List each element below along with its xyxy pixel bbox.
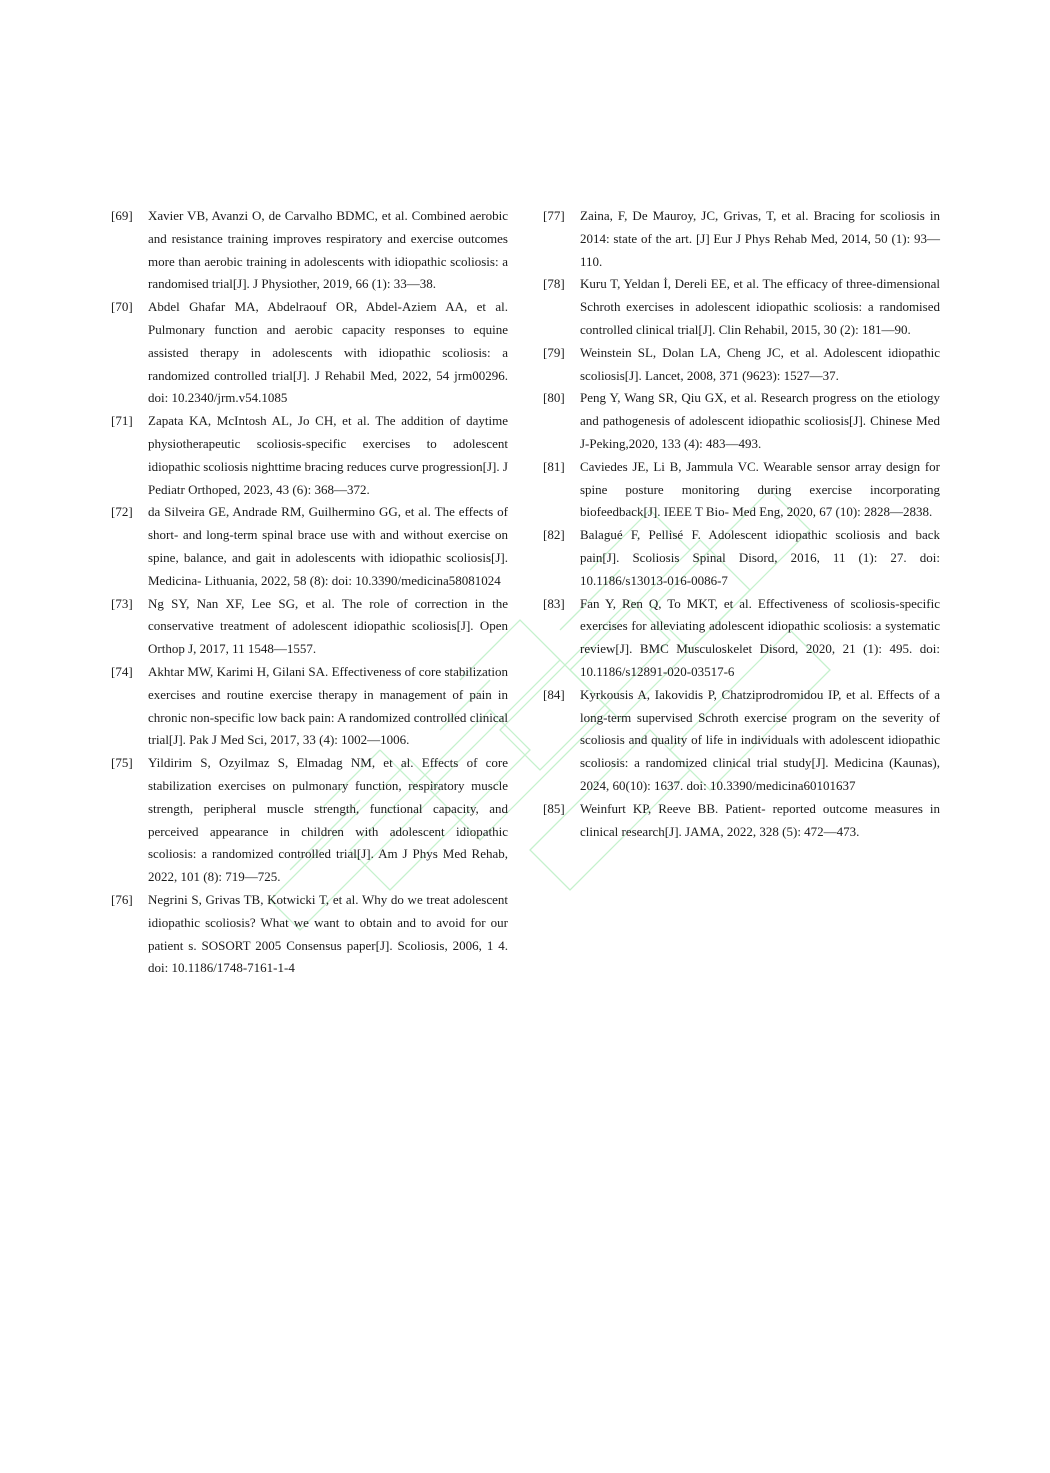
reference-text: Weinfurt KP, Reeve BB. Patient- reported outcome measures in clinical research[J]. JAMA, 2022, 328 (5): 472—473. xyxy=(580,800,940,839)
reference-text: Ng SY, Nan XF, Lee SG, et al. The role of correction in the conservative treatment of adolescent idiopathic scoliosis[J]. Open Orthop J, 2017, 11 1548—1557. xyxy=(148,595,508,657)
reference-number: [75] xyxy=(111,755,133,771)
reference-entry xyxy=(543,342,940,388)
reference-text: Zaina, F, De Mauroy, JC, Grivas, T, et al. Bracing for scoliosis in 2014: state of the art. [J] Eur J Phys Rehab Med, 2014, 50 (1): 93—110. xyxy=(580,208,940,269)
reference-number: [70] xyxy=(111,299,133,315)
reference-entry xyxy=(543,524,940,592)
reference-number: [74] xyxy=(111,663,133,679)
reference-entry xyxy=(111,752,508,889)
reference-number: [85] xyxy=(543,800,565,816)
reference-entry xyxy=(543,273,940,341)
reference-entry xyxy=(111,661,508,752)
reference-entry xyxy=(111,889,508,980)
reference-text: Balagué F, Pellisé F. Adolescent idiopathic scoliosis and back pain[J]. Scoliosis Spinal Disord, 2016, 11 (1): 27. doi: 10.1186/s13013-016-0086-7 xyxy=(580,527,940,588)
reference-entry xyxy=(111,501,508,592)
reference-text: Xavier VB, Avanzi O, de Carvalho BDMC, et al. Combined aerobic and resistance training improves respiratory and exercise outcomes more than aerobic training in adolescents with idiopathic scoliosis: a randomised trial[J]. J Physiother, 2019, 66 (1): 33—38. xyxy=(148,208,508,292)
reference-entry xyxy=(111,205,508,296)
reference-text: Kyrkousis A, Iakovidis P, Chatziprodromidou IP, et al. Effects of a long-term supervised Schroth exercise program on the severity of scoliosis and quality of life in individuals with adolescent idiopathic scoliosis: a randomized clinical trial study[J]. Medicina (Kaunas), 2024, 60(10): 1637. doi: 10.3390/medicina60101637 xyxy=(580,686,940,793)
reference-number: [69] xyxy=(111,208,133,223)
reference-text: Weinstein SL, Dolan LA, Cheng JC, et al. Adolescent idiopathic scoliosis[J]. Lancet, 2008, 371 (9623): 1527—37. xyxy=(580,344,940,383)
reference-number: [77] xyxy=(543,208,565,223)
reference-text: Yildirim S, Ozyilmaz S, Elmadag NM, et al. Effects of core stabilization exercises on pulmonary function, respiratory muscle strength, peripheral muscle strength, functional capacity, and perceived appearance in children with adolescent idiopathic scoliosis: a randomized controlled trial[J]. Am J Phys Med Rehab, 2022, 101 (8): 719—725. xyxy=(148,755,508,885)
reference-entry xyxy=(111,410,508,501)
reference-text: Fan Y, Ren Q, To MKT, et al. Effectiveness of scoliosis-specific exercises for alleviating adolescent idiopathic scoliosis: a systematic review[J]. BMC Musculoskelet Disord, 2020, 21 (1): 495. doi: 10.1186/s12891-020-03517-6 xyxy=(580,595,940,679)
reference-number: [81] xyxy=(543,458,565,474)
reference-number: [76] xyxy=(111,891,133,907)
reference-text: Kuru T, Yeldan İ, Dereli EE, et al. The efficacy of three-dimensional Schroth exercises in adolescent idiopathic scoliosis: a randomised controlled clinical trial[J]. Clin Rehabil, 2015, 30 (2): 181—90. xyxy=(580,276,940,337)
reference-entry xyxy=(543,798,940,844)
reference-text: Akhtar MW, Karimi H, Gilani SA. Effectiveness of core stabilization exercises and routine exercise therapy in management of pain in chronic non-specific low back pain: A randomized controlled clinical trial[J]. Pak J Med Sci, 2017, 33 (4): 1002—1006. xyxy=(148,663,508,748)
reference-number: [79] xyxy=(543,344,565,360)
reference-entry xyxy=(543,205,940,273)
reference-text: Zapata KA, McIntosh AL, Jo CH, et al. The addition of daytime physiotherapeutic scoliosis-specific exercises to adolescent idiopathic scoliosis nighttime bracing reduces curve progression[J]. J Pediatr Orthoped, 2023, 43 (6): 368—372. xyxy=(148,413,508,497)
reference-number: [80] xyxy=(543,390,565,406)
reference-number: [82] xyxy=(543,527,565,543)
reference-number: [84] xyxy=(543,686,565,702)
reference-number: [83] xyxy=(543,595,565,611)
reference-entry xyxy=(111,593,508,661)
reference-entry xyxy=(543,456,940,524)
reference-number: [73] xyxy=(111,595,133,611)
reference-entry xyxy=(111,296,508,410)
reference-text: da Silveira GE, Andrade RM, Guilhermino GG, et al. The effects of short- and long-term spinal brace use with and without exercise on spine, balance, and gait in adolescents with idiopathic scoliosis[J]. Medicina- Lithuania, 2022, 58 (8): doi: 10.3390/medicina58081024 xyxy=(148,504,508,588)
reference-entry xyxy=(543,387,940,455)
reference-text: Peng Y, Wang SR, Qiu GX, et al. Research progress on the etiology and pathogenesis of adolescent idiopathic scoliosis[J]. Chinese Med J-Peking,2020, 133 (4): 483—493. xyxy=(580,390,940,451)
reference-text: Abdel Ghafar MA, Abdelraouf OR, Abdel-Aziem AA, et al. Pulmonary function and aerobic capacity responses to equine assisted therapy in adolescents with idiopathic scoliosis: a randomized controlled trial[J]. J Rehabil Med, 2022, 54 jrm00296. doi: 10.2340/jrm.v54.1085 xyxy=(148,299,508,406)
references-left-column xyxy=(111,205,508,980)
reference-number: [72] xyxy=(111,504,133,520)
reference-text: Negrini S, Grivas TB, Kotwicki T, et al. Why do we treat adolescent idiopathic scoliosis? What we want to obtain and to avoid for our patient s. SOSORT 2005 Consensus paper[J]. Scoliosis, 2006, 1 4. doi: 10.1186/1748-7161-1-4 xyxy=(148,891,508,976)
reference-number: [71] xyxy=(111,413,133,429)
reference-entry xyxy=(543,684,940,798)
reference-entry xyxy=(543,593,940,684)
reference-text: Caviedes JE, Li B, Jammula VC. Wearable sensor array design for spine posture monitoring during exercise incorporating biofeedback[J]. IEEE T Bio- Med Eng, 2020, 67 (10): 2828—2838. xyxy=(580,458,940,520)
references-right-column xyxy=(543,205,940,843)
reference-number: [78] xyxy=(543,276,565,292)
